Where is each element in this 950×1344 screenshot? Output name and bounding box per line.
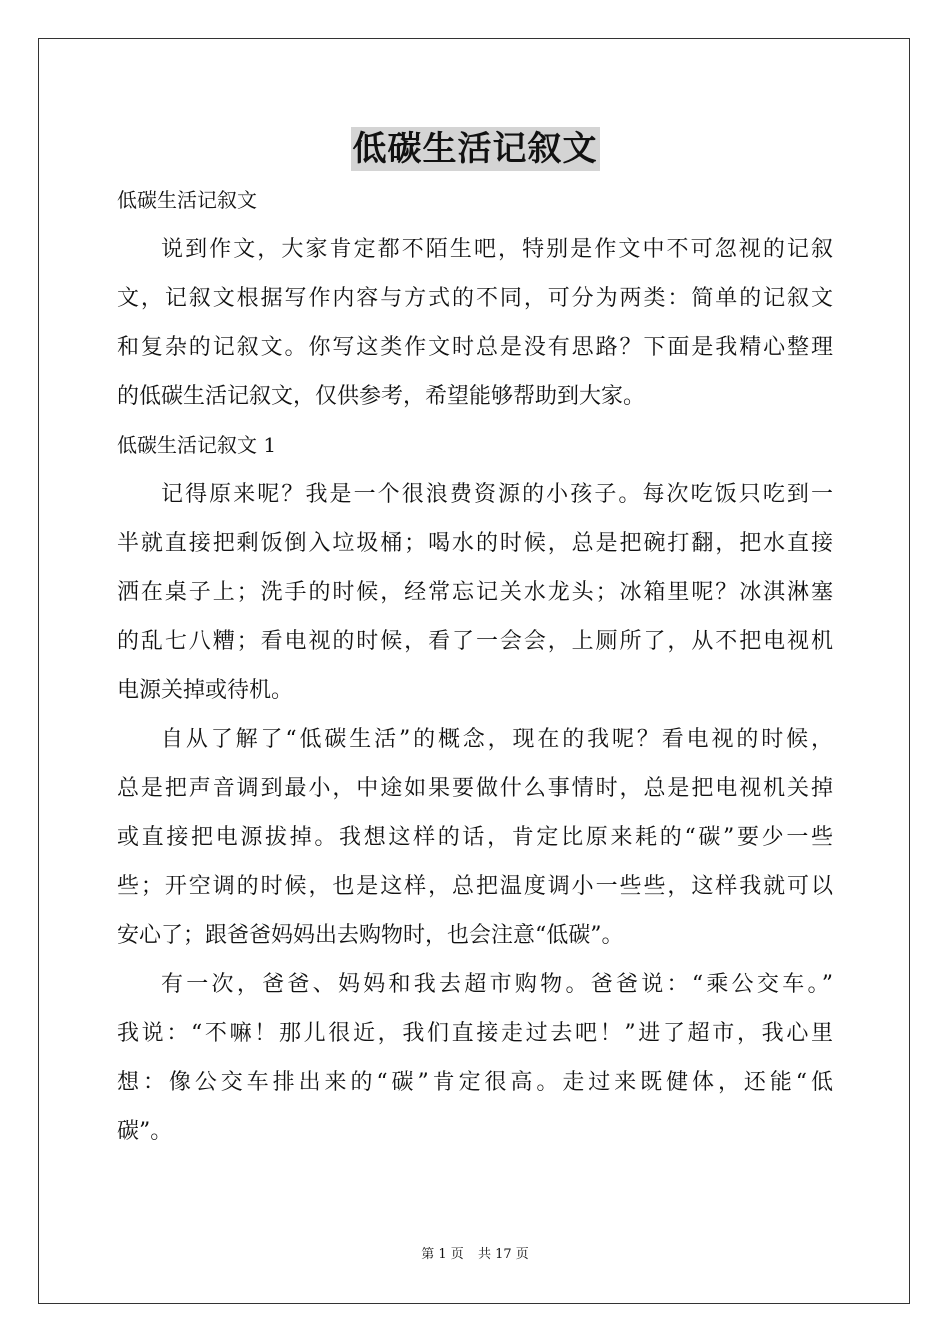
- paragraph-line: 有一次，爸爸、妈妈和我去超市购物。爸爸说：“乘公交车。”: [161, 972, 833, 997]
- paragraph-line: 半就直接把剩饭倒入垃圾桶；喝水的时候，总是把碗打翻，把水直接: [117, 531, 833, 556]
- paragraph-line: 文，记叙文根据写作内容与方式的不同，可分为两类：简单的记叙文: [117, 286, 833, 311]
- paragraph-line: 说到作文，大家肯定都不陌生吧，特别是作文中不可忽视的记叙: [161, 237, 833, 262]
- page-total: 共 17 页: [477, 1247, 529, 1262]
- paragraph-line: 的低碳生活记叙文，仅供参考，希望能够帮助到大家。: [117, 384, 646, 409]
- paragraph-line: 记得原来呢？我是一个很浪费资源的小孩子。每次吃饭只吃到一: [161, 482, 833, 507]
- paragraph-3: [117, 960, 833, 1156]
- page-number: 第 1 页: [421, 1247, 464, 1262]
- paragraph-line: 碳”。: [117, 1119, 173, 1144]
- paragraph-line: 洒在桌子上；洗手的时候，经常忘记关水龙头；冰箱里呢？冰淇淋塞: [117, 580, 833, 605]
- paragraph-line: 电源关掉或待机。: [117, 678, 294, 703]
- paragraph-line: 想：像公交车排出来的“碳”肯定很高。走过来既健体，还能“低: [117, 1070, 833, 1095]
- paragraph-line: 我说：“不嘛！那儿很近，我们直接走过去吧！”进了超市，我心里: [117, 1021, 833, 1046]
- paragraph-line: 安心了；跟爸爸妈妈出去购物时，也会注意“低碳”。: [117, 923, 624, 948]
- page-footer: [0, 1246, 950, 1264]
- section-heading: 低碳生活记叙文 1: [117, 433, 277, 457]
- paragraph-line: 或直接把电源拔掉。我想这样的话，肯定比原来耗的“碳”要少一些: [117, 825, 833, 850]
- paragraph-line: 些；开空调的时候，也是这样，总把温度调小一些些，这样我就可以: [117, 874, 833, 899]
- paragraph-line: 总是把声音调到最小，中途如果要做什么事情时，总是把电视机关掉: [117, 776, 833, 801]
- document-body: [117, 176, 833, 1156]
- title-container: [0, 127, 950, 171]
- paragraph-1: [117, 470, 833, 715]
- paragraph-2: [117, 715, 833, 960]
- intro-paragraph: [117, 225, 833, 421]
- document-heading: 低碳生活记叙文: [117, 188, 257, 212]
- paragraph-line: 自从了解了“低碳生活”的概念，现在的我呢？看电视的时候，: [161, 727, 833, 752]
- paragraph-line: 和复杂的记叙文。你写这类作文时总是没有思路？下面是我精心整理: [117, 335, 833, 360]
- paragraph-line: 的乱七八糟；看电视的时候，看了一会会，上厕所了，从不把电视机: [117, 629, 833, 654]
- document-title: 低碳生活记叙文: [352, 129, 598, 169]
